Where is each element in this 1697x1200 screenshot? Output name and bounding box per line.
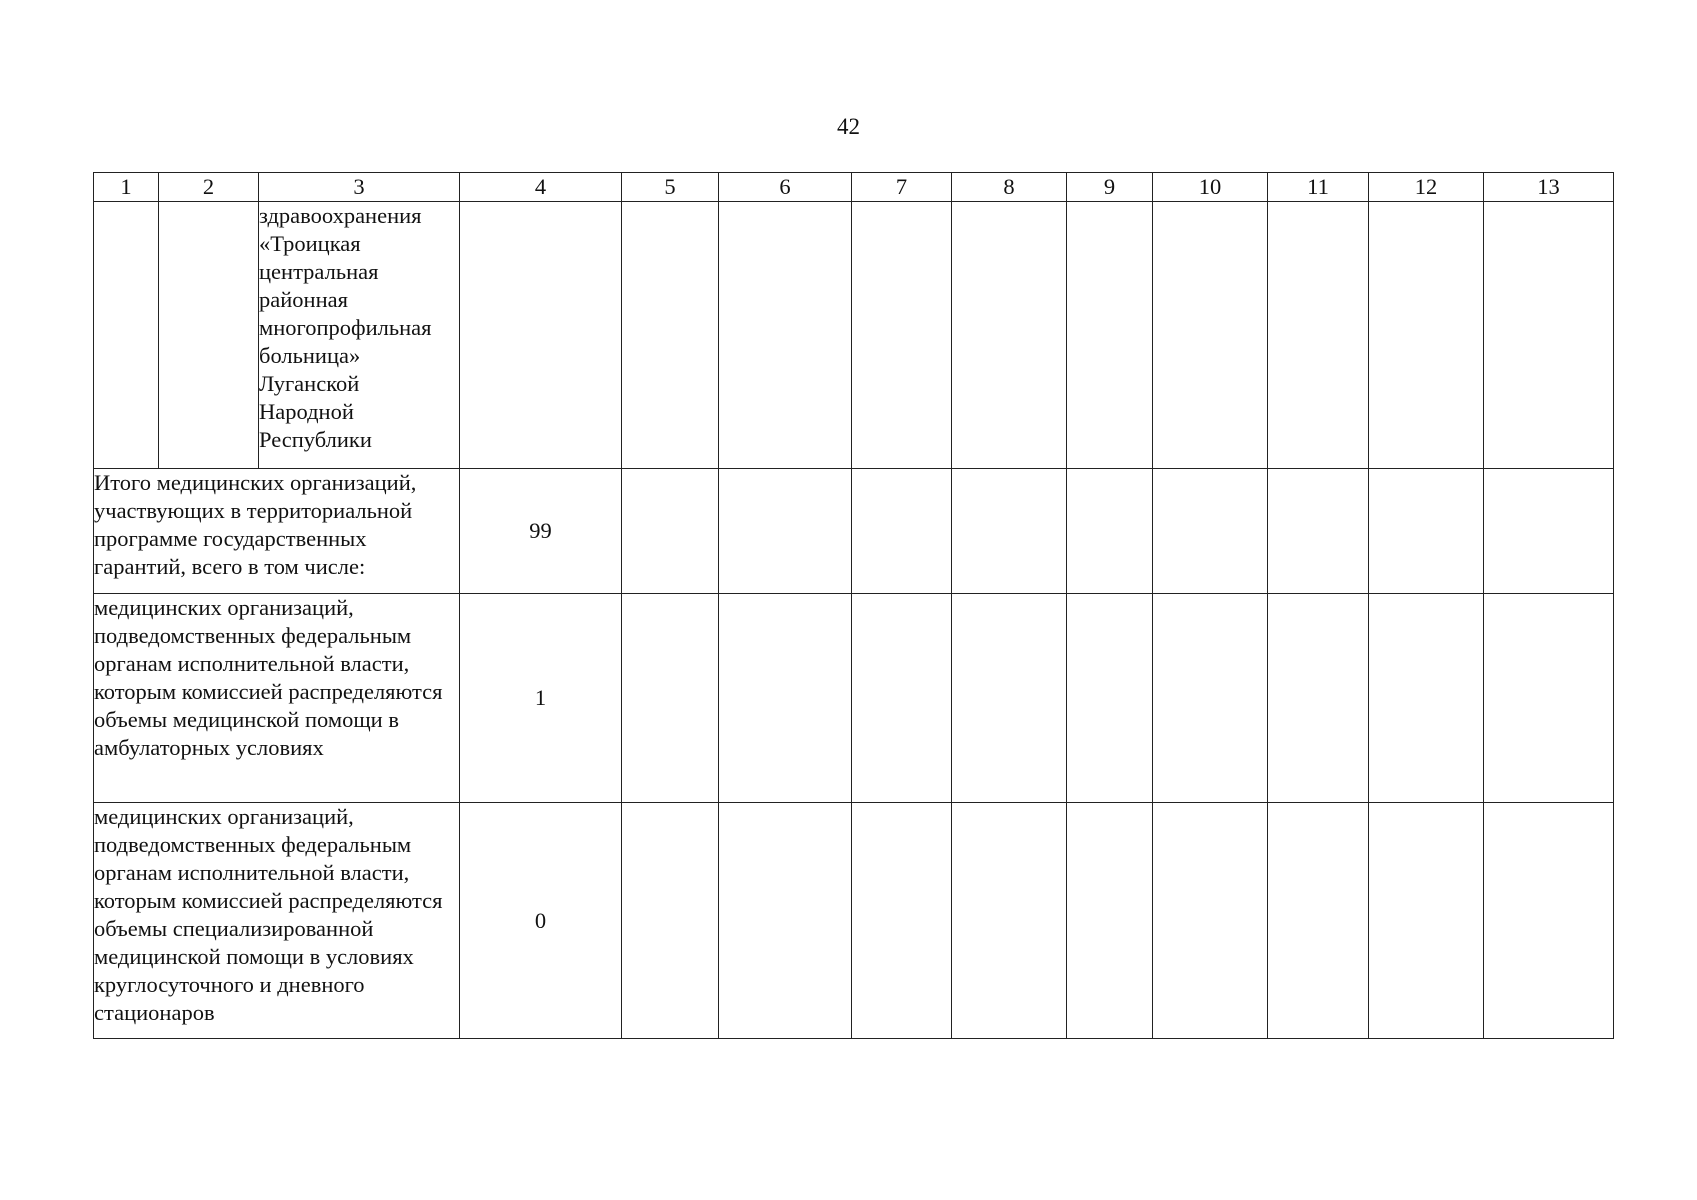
table-cell — [852, 202, 952, 469]
table-cell — [1153, 202, 1268, 469]
table-cell — [952, 469, 1067, 594]
column-number: 10 — [1153, 173, 1268, 202]
table-cell — [852, 469, 952, 594]
column-number: 9 — [1067, 173, 1153, 202]
table-cell — [852, 803, 952, 1039]
column-number-row — [94, 173, 1614, 202]
table-cell — [622, 594, 719, 803]
column-number: 1 — [94, 173, 159, 202]
table-cell — [94, 202, 159, 469]
table-cell — [719, 803, 852, 1039]
table-cell — [1067, 469, 1153, 594]
table-cell — [952, 594, 1067, 803]
table-cell — [460, 202, 622, 469]
table-cell — [1484, 594, 1614, 803]
table-cell — [1067, 594, 1153, 803]
column-number: 7 — [852, 173, 952, 202]
table-cell — [1153, 469, 1268, 594]
table-cell — [1153, 594, 1268, 803]
table-cell — [622, 469, 719, 594]
column-number: 4 — [460, 173, 622, 202]
row-label: медицинских организаций, подведомственных федеральным органам исполнительной власти, которым комиссией распределяются объемы специализированной медицинской помощи в условиях круглосуточного и дневного стационаров — [94, 803, 460, 1039]
table-cell — [1484, 803, 1614, 1039]
organization-continuation-row — [94, 202, 1614, 469]
table-cell — [1067, 803, 1153, 1039]
table-cell — [852, 594, 952, 803]
table-cell — [952, 202, 1067, 469]
table-cell — [1268, 594, 1369, 803]
federal-hospital-row — [94, 803, 1614, 1039]
table-cell — [719, 594, 852, 803]
row-label: медицинских организаций, подведомственных федеральным органам исполнительной власти, которым комиссией распределяются объемы медицинской помощи в амбулаторных условиях — [94, 594, 460, 803]
table-cell — [1268, 803, 1369, 1039]
organization-count: 0 — [460, 803, 622, 1039]
column-number: 6 — [719, 173, 852, 202]
column-number: 11 — [1268, 173, 1369, 202]
table-cell — [1369, 469, 1484, 594]
column-number: 2 — [159, 173, 259, 202]
table-cell — [159, 202, 259, 469]
table-cell — [622, 202, 719, 469]
table-cell — [1268, 469, 1369, 594]
total-organizations-row — [94, 469, 1614, 594]
organization-count: 99 — [460, 469, 622, 594]
organization-name-cell: здравоохранения «Троицкая центральная районная многопрофильная больница» Луганской Народной Республики — [259, 202, 460, 469]
column-number: 12 — [1369, 173, 1484, 202]
table-cell — [1268, 202, 1369, 469]
table-cell — [1369, 594, 1484, 803]
organization-count: 1 — [460, 594, 622, 803]
table-cell — [1484, 202, 1614, 469]
table-cell — [1369, 202, 1484, 469]
federal-ambulatory-row — [94, 594, 1614, 803]
table-cell — [952, 803, 1067, 1039]
table-cell — [719, 202, 852, 469]
column-number: 3 — [259, 173, 460, 202]
table-cell — [1484, 469, 1614, 594]
column-number: 8 — [952, 173, 1067, 202]
table-cell — [1153, 803, 1268, 1039]
table-cell — [719, 469, 852, 594]
table-cell — [1067, 202, 1153, 469]
row-label: Итого медицинских организаций, участвующих в территориальной программе государственных гарантий, всего в том числе: — [94, 469, 460, 594]
column-number: 5 — [622, 173, 719, 202]
table-cell — [622, 803, 719, 1039]
page-number: 42 — [837, 114, 860, 139]
column-number: 13 — [1484, 173, 1614, 202]
organizations-table — [93, 172, 1614, 1039]
table-cell — [1369, 803, 1484, 1039]
